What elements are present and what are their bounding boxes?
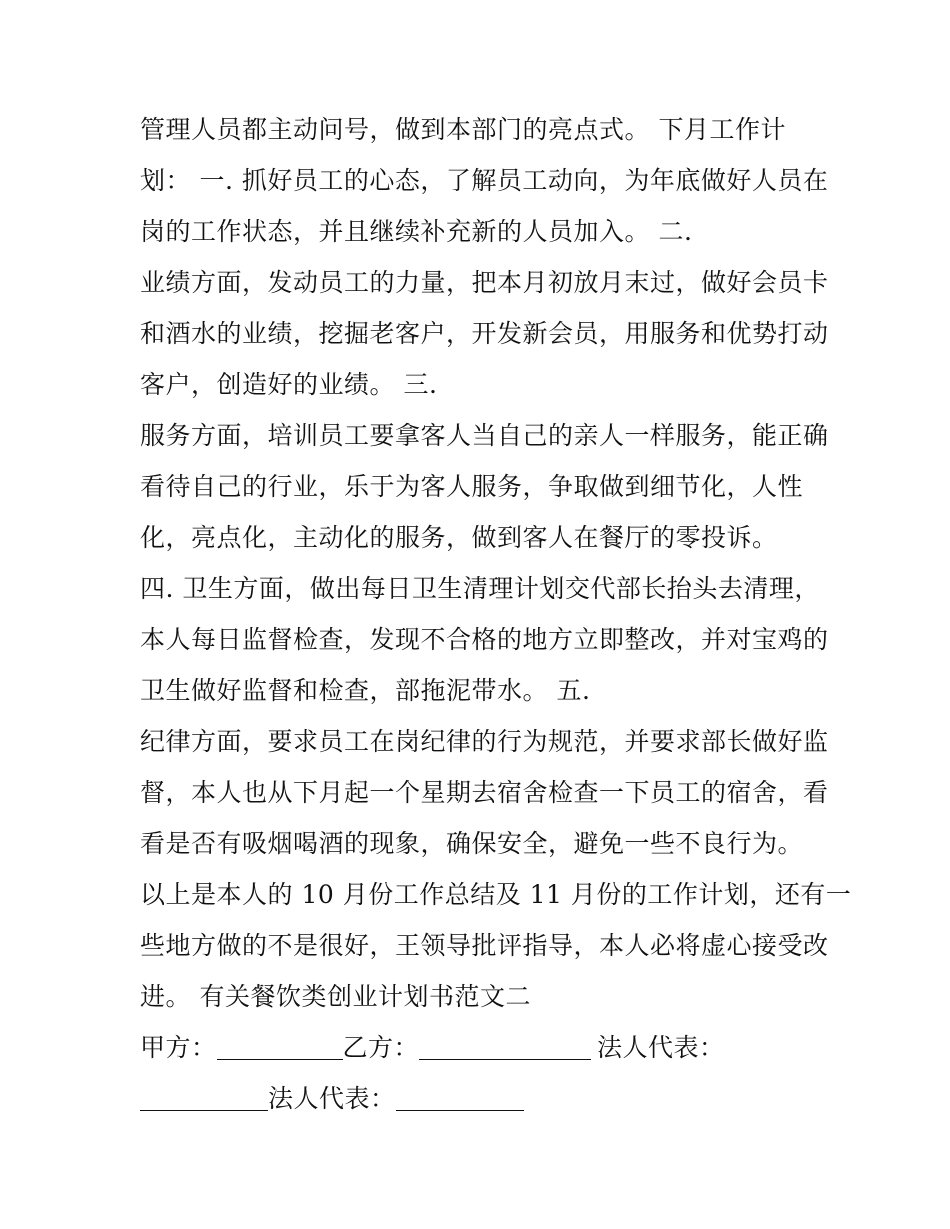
text-line: 划： 一. 抓好员工的心态，了解员工动向，为年底做好人员在	[140, 166, 829, 195]
party-a-label: 甲方：	[140, 1033, 217, 1062]
party-b-label: 乙方：	[342, 1033, 420, 1062]
text-line: 岗的工作状态，并且继续补充新的人员加入。 二.	[140, 217, 693, 246]
legal-rep-label-1: 法人代表：	[597, 1033, 725, 1062]
legal-rep-blank-1	[140, 1080, 268, 1111]
text-line: 和酒水的业绩，挖掘老客户，开发新会员，用服务和优势打动	[140, 319, 829, 348]
text-line: 四. 卫生方面，做出每日卫生清理计划交代部长抬头去清理，	[140, 574, 820, 603]
text-line: 服务方面，培训员工要拿客人当自己的亲人一样服务，能正确	[140, 421, 829, 450]
contract-parties-line	[140, 1022, 820, 1073]
text-line: 化，亮点化，主动化的服务，做到客人在餐厅的零投诉。	[140, 523, 778, 552]
text-line: 些地方做的不是很好，王领导批评指导，本人必将虚心接受改	[140, 931, 829, 960]
text-line: 客户，创造好的业绩。 三.	[140, 370, 438, 399]
legal-rep-label-2: 法人代表：	[268, 1084, 396, 1113]
legal-rep-blank-2	[396, 1080, 524, 1111]
text-line: 看待自己的行业，乐于为客人服务，争取做到细节化，人性	[140, 472, 804, 501]
party-b-blank	[419, 1029, 591, 1060]
text-line: 本人每日监督检查，发现不合格的地方立即整改，并对宝鸡的	[140, 625, 829, 654]
text-line: 业绩方面，发动员工的力量，把本月初放月末过，做好会员卡	[140, 268, 829, 297]
text-line: 看是否有吸烟喝酒的现象，确保安全，避免一些不良行为。	[140, 829, 804, 858]
body-text	[140, 104, 852, 1124]
party-a-blank	[217, 1029, 343, 1060]
text-line: 管理人员都主动问号，做到本部门的亮点式。 下月工作计	[140, 115, 786, 144]
text-line: 督，本人也从下月起一个星期去宿舍检查一下员工的宿舍，看	[140, 778, 829, 807]
text-line: 以上是本人的 10 月份工作总结及 11 月份的工作计划，还有一	[140, 880, 852, 909]
text-line: 进。 有关餐饮类创业计划书范文二	[140, 982, 531, 1011]
text-line: 卫生做好监督和检查，部拖泥带水。 五.	[140, 676, 591, 705]
contract-legal-rep-line	[140, 1073, 820, 1124]
text-line: 纪律方面，要求员工在岗纪律的行为规范，并要求部长做好监	[140, 727, 829, 756]
